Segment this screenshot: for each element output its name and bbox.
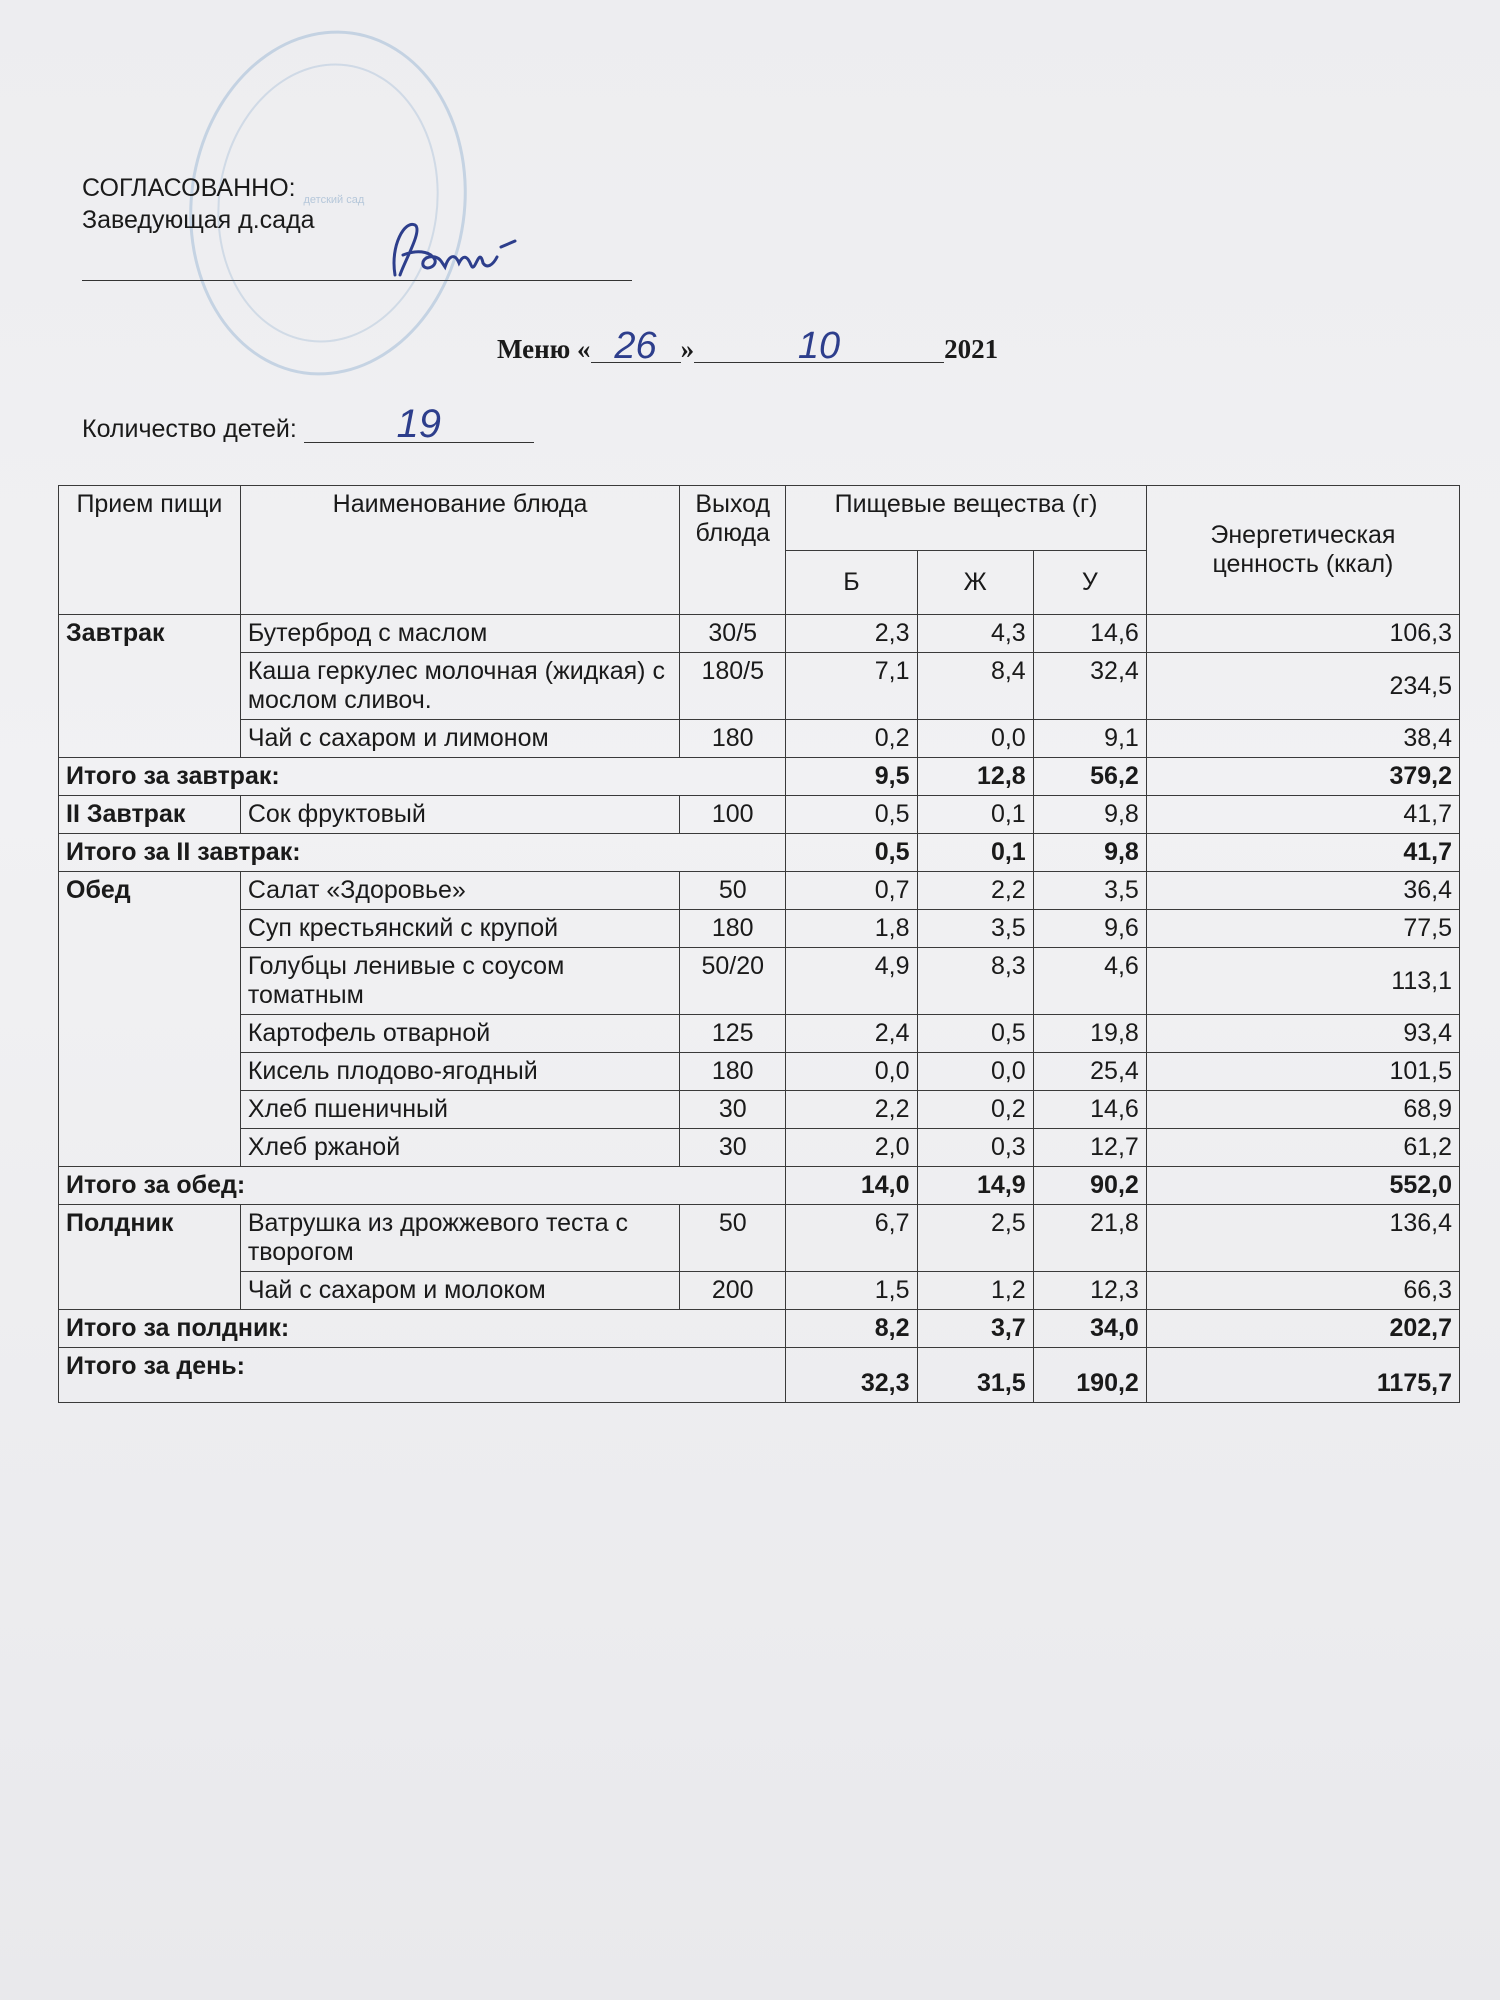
- meal-snack: Полдник: [59, 1205, 241, 1310]
- meal-lunch: Обед: [59, 872, 241, 1167]
- children-count-label: Количество детей:: [82, 415, 297, 443]
- total-label: Итого за II завтрак:: [59, 834, 786, 872]
- dish-kcal: 36,4: [1146, 872, 1459, 910]
- total-carbs: 34,0: [1033, 1310, 1146, 1348]
- total-label: Итого за день:: [59, 1348, 786, 1403]
- dish-yield: 125: [680, 1015, 786, 1053]
- total-fat: 0,1: [917, 834, 1033, 872]
- meal-second-breakfast: II Завтрак: [59, 796, 241, 834]
- table-row: [59, 910, 1460, 948]
- dish-yield: 50: [680, 872, 786, 910]
- dish-name: Ватрушка из дрожжевого теста с творогом: [240, 1205, 679, 1272]
- header-energy: Энергетическая ценность (ккал): [1146, 486, 1459, 615]
- table-row: [59, 1272, 1460, 1310]
- total-protein: 8,2: [786, 1310, 917, 1348]
- header-carbs: У: [1033, 550, 1146, 615]
- dish-name: Кисель плодово-ягодный: [240, 1053, 679, 1091]
- dish-name: Хлеб ржаной: [240, 1129, 679, 1167]
- total-fat: 31,5: [917, 1348, 1033, 1403]
- dish-yield: 180: [680, 720, 786, 758]
- dish-protein: 1,8: [786, 910, 917, 948]
- dish-name: Чай с сахаром и лимоном: [240, 720, 679, 758]
- total-kcal: 1175,7: [1146, 1348, 1459, 1403]
- total-carbs: 90,2: [1033, 1167, 1146, 1205]
- header-yield: Выход блюда: [680, 486, 786, 615]
- header-protein: Б: [786, 550, 917, 615]
- menu-month: 10: [694, 330, 944, 363]
- total-kcal: 552,0: [1146, 1167, 1459, 1205]
- total-carbs: 190,2: [1033, 1348, 1146, 1403]
- dish-carbs: 32,4: [1033, 653, 1146, 720]
- dish-fat: 8,4: [917, 653, 1033, 720]
- table-row: [59, 1015, 1460, 1053]
- dish-fat: 1,2: [917, 1272, 1033, 1310]
- total-row-lunch: [59, 1167, 1460, 1205]
- dish-kcal: 38,4: [1146, 720, 1459, 758]
- total-kcal: 379,2: [1146, 758, 1459, 796]
- dish-fat: 3,5: [917, 910, 1033, 948]
- dish-protein: 6,7: [786, 1205, 917, 1272]
- dish-protein: 1,5: [786, 1272, 917, 1310]
- dish-fat: 2,5: [917, 1205, 1033, 1272]
- total-row-snack: [59, 1310, 1460, 1348]
- table-row: [59, 653, 1460, 720]
- dish-carbs: 12,3: [1033, 1272, 1146, 1310]
- total-row-breakfast: [59, 758, 1460, 796]
- table-row: [59, 1129, 1460, 1167]
- dish-yield: 30/5: [680, 615, 786, 653]
- dish-name: Сок фруктовый: [240, 796, 679, 834]
- total-protein: 9,5: [786, 758, 917, 796]
- menu-year: 2021: [944, 334, 999, 364]
- dish-carbs: 4,6: [1033, 948, 1146, 1015]
- dish-yield: 180: [680, 910, 786, 948]
- children-count: [82, 402, 534, 446]
- menu-title-prefix: Меню «: [497, 334, 591, 364]
- dish-yield: 180/5: [680, 653, 786, 720]
- table-row: [59, 872, 1460, 910]
- children-count-value: 19: [304, 406, 534, 443]
- dish-fat: 4,3: [917, 615, 1033, 653]
- dish-carbs: 19,8: [1033, 1015, 1146, 1053]
- head-position: Заведующая д.сада: [82, 206, 315, 234]
- dish-yield: 30: [680, 1091, 786, 1129]
- dish-protein: 0,7: [786, 872, 917, 910]
- dish-protein: 2,2: [786, 1091, 917, 1129]
- signature-line: [82, 280, 632, 281]
- dish-carbs: 9,6: [1033, 910, 1146, 948]
- total-row-second-breakfast: [59, 834, 1460, 872]
- dish-kcal: 41,7: [1146, 796, 1459, 834]
- header-nutrients: Пищевые вещества (г): [786, 486, 1147, 551]
- dish-fat: 0,5: [917, 1015, 1033, 1053]
- table-row: [59, 948, 1460, 1015]
- approval-block: [82, 172, 315, 236]
- dish-kcal: 101,5: [1146, 1053, 1459, 1091]
- dish-fat: 0,2: [917, 1091, 1033, 1129]
- total-protein: 32,3: [786, 1348, 917, 1403]
- menu-title-mid: »: [680, 334, 695, 364]
- dish-fat: 2,2: [917, 872, 1033, 910]
- dish-fat: 0,1: [917, 796, 1033, 834]
- dish-kcal: 93,4: [1146, 1015, 1459, 1053]
- table-row: [59, 1053, 1460, 1091]
- dish-yield: 100: [680, 796, 786, 834]
- dish-protein: 2,4: [786, 1015, 917, 1053]
- header-row: [59, 486, 1460, 551]
- table-row: [59, 1205, 1460, 1272]
- total-label: Итого за завтрак:: [59, 758, 786, 796]
- dish-carbs: 12,7: [1033, 1129, 1146, 1167]
- dish-carbs: 9,1: [1033, 720, 1146, 758]
- dish-kcal: 106,3: [1146, 615, 1459, 653]
- dish-protein: 2,3: [786, 615, 917, 653]
- dish-carbs: 14,6: [1033, 615, 1146, 653]
- dish-carbs: 21,8: [1033, 1205, 1146, 1272]
- dish-name: Хлеб пшеничный: [240, 1091, 679, 1129]
- dish-kcal: 68,9: [1146, 1091, 1459, 1129]
- meal-breakfast: Завтрак: [59, 615, 241, 758]
- total-fat: 3,7: [917, 1310, 1033, 1348]
- menu-day: 26: [591, 330, 681, 363]
- dish-kcal: 136,4: [1146, 1205, 1459, 1272]
- signature: [375, 205, 525, 295]
- dish-fat: 0,3: [917, 1129, 1033, 1167]
- dish-protein: 4,9: [786, 948, 917, 1015]
- dish-yield: 180: [680, 1053, 786, 1091]
- dish-yield: 50: [680, 1205, 786, 1272]
- dish-name: Картофель отварной: [240, 1015, 679, 1053]
- menu-title: [497, 325, 1057, 367]
- dish-protein: 2,0: [786, 1129, 917, 1167]
- total-carbs: 9,8: [1033, 834, 1146, 872]
- dish-yield: 200: [680, 1272, 786, 1310]
- dish-kcal: 77,5: [1146, 910, 1459, 948]
- header-dish: Наименование блюда: [240, 486, 679, 615]
- dish-protein: 7,1: [786, 653, 917, 720]
- dish-name: Салат «Здоровье»: [240, 872, 679, 910]
- dish-kcal: 66,3: [1146, 1272, 1459, 1310]
- table-row: [59, 720, 1460, 758]
- dish-yield: 30: [680, 1129, 786, 1167]
- dish-protein: 0,2: [786, 720, 917, 758]
- dish-carbs: 25,4: [1033, 1053, 1146, 1091]
- table-row: [59, 615, 1460, 653]
- dish-kcal: 113,1: [1146, 948, 1459, 1015]
- dish-protein: 0,5: [786, 796, 917, 834]
- total-row-day: [59, 1348, 1460, 1403]
- total-protein: 14,0: [786, 1167, 917, 1205]
- dish-carbs: 14,6: [1033, 1091, 1146, 1129]
- dish-name: Каша геркулес молочная (жидкая) с мослом сливоч.: [240, 653, 679, 720]
- dish-fat: 0,0: [917, 1053, 1033, 1091]
- dish-name: Чай с сахаром и молоком: [240, 1272, 679, 1310]
- dish-fat: 8,3: [917, 948, 1033, 1015]
- dish-protein: 0,0: [786, 1053, 917, 1091]
- header-fat: Ж: [917, 550, 1033, 615]
- dish-yield: 50/20: [680, 948, 786, 1015]
- menu-table: [58, 485, 1460, 1403]
- stamp-text: детский сад: [303, 193, 365, 206]
- dish-name: Суп крестьянский с крупой: [240, 910, 679, 948]
- dish-name: Голубцы ленивые с соусом томатным: [240, 948, 679, 1015]
- dish-carbs: 9,8: [1033, 796, 1146, 834]
- dish-fat: 0,0: [917, 720, 1033, 758]
- table-row: [59, 1091, 1460, 1129]
- total-kcal: 202,7: [1146, 1310, 1459, 1348]
- dish-kcal: 61,2: [1146, 1129, 1459, 1167]
- total-label: Итого за обед:: [59, 1167, 786, 1205]
- approved-label: СОГЛАСОВАННО:: [82, 174, 296, 202]
- dish-carbs: 3,5: [1033, 872, 1146, 910]
- total-label: Итого за полдник:: [59, 1310, 786, 1348]
- header-meal: Прием пищи: [59, 486, 241, 615]
- total-fat: 14,9: [917, 1167, 1033, 1205]
- total-kcal: 41,7: [1146, 834, 1459, 872]
- total-carbs: 56,2: [1033, 758, 1146, 796]
- total-protein: 0,5: [786, 834, 917, 872]
- dish-name: Бутерброд с маслом: [240, 615, 679, 653]
- dish-kcal: 234,5: [1146, 653, 1459, 720]
- table-row: [59, 796, 1460, 834]
- total-fat: 12,8: [917, 758, 1033, 796]
